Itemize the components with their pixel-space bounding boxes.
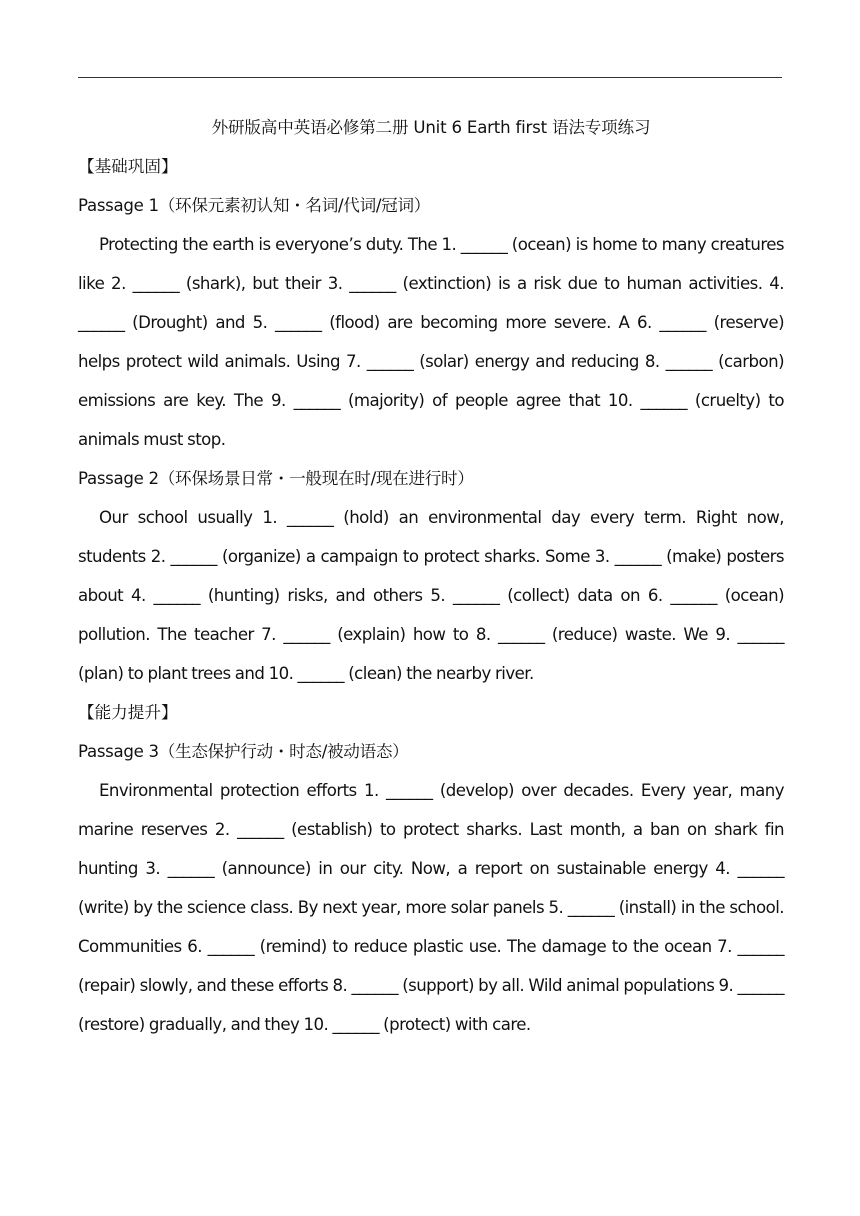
passage-2-heading: Passage 2（环保场景日常・一般现在时/现在进行时） bbox=[78, 469, 474, 488]
passage-3-heading: Passage 3（生态保护行动・时态/被动语态） bbox=[78, 742, 409, 761]
passage-1-heading: Passage 1（环保元素初认知・名词/代词/冠词） bbox=[78, 196, 431, 215]
passage-1-text: Protecting the earth is everyone’s duty. The 1. ______ (ocean) is home to many creatures like 2. ______ (shark), but their 3. ______ (extinction) is a risk due to human activities. 4. ______ (Drought) and 5. ______ (flood) are becoming more severe. A 6. ______ (reserve) helps protect wild animals. Using 7. ______ (solar) energy and reducing 8. ______ (carbon) emissions are key. The 9. ______ (majority) of people agree that 10. ______ (cruelty) to animals must stop. bbox=[78, 235, 784, 449]
document-title: 外研版高中英语必修第二册 Unit 6 Earth first 语法专项练习 bbox=[211, 118, 651, 137]
section-heading-advanced: 【能力提升】 bbox=[78, 703, 178, 722]
header-rule bbox=[78, 77, 782, 78]
passage-3-text: Environmental protection efforts 1. ______ (develop) over decades. Every year, many marine reserves 2. ______ (establish) to protect sharks. Last month, a ban on shark fin hunting 3. ______ (announce) in our city. Now, a report on sustainable energy 4. ______ (write) by the science class. By next year, more solar panels 5. ______ (install) in the school. Communities 6. ______ (remind) to reduce plastic use. The damage to the ocean 7. ______ (repair) slowly, and these efforts 8. ______ (support) by all. Wild animal populations 9. ______ (restore) gradually, and they 10. ______ (protect) with care. bbox=[78, 781, 784, 1034]
passage-2-text: Our school usually 1. ______ (hold) an environmental day every term. Right now, students 2. ______ (organize) a campaign to protect sharks. Some 3. ______ (make) posters about 4. ______ (hunting) risks, and others 5. ______ (collect) data on 6. ______ (ocean) pollution. The teacher 7. ______ (explain) how to 8. ______ (reduce) waste. We 9. ______ (plan) to plant trees and 10. ______ (clean) the nearby river. bbox=[78, 508, 784, 683]
section-heading-basic: 【基础巩固】 bbox=[78, 157, 178, 176]
worksheet bbox=[78, 108, 784, 1044]
